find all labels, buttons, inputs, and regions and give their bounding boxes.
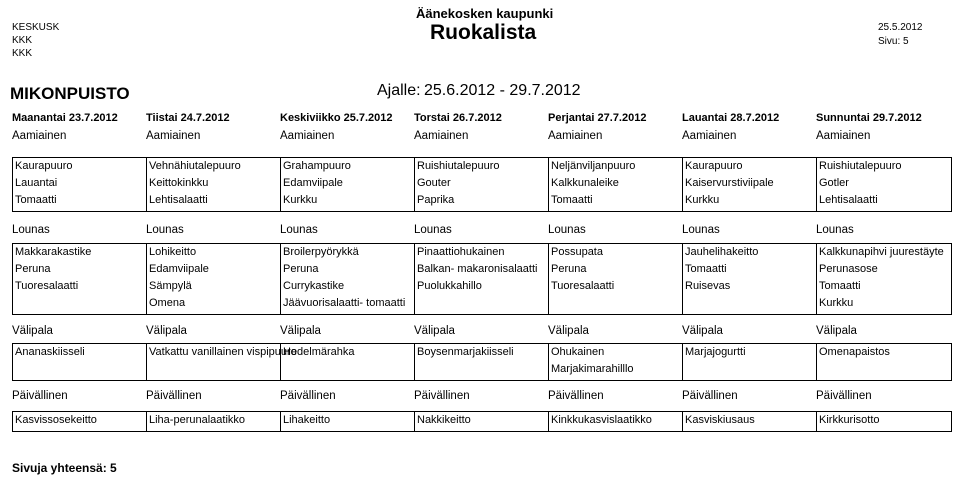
menu-cell: Jauhelihakeitto <box>685 246 759 258</box>
column-divider <box>816 243 817 315</box>
column-divider <box>682 411 683 432</box>
print-date: 25.5.2012 <box>878 22 923 33</box>
meal-label: Lounas <box>816 224 854 236</box>
menu-cell: Kalkkunapihvi juurestäyte <box>819 246 944 258</box>
menu-cell: Ohukainen <box>551 346 605 358</box>
meal-label: Aamiainen <box>146 130 201 142</box>
column-divider <box>280 411 281 432</box>
day-header: Perjantai 27.7.2012 <box>548 112 647 124</box>
menu-cell: Puolukkahillo <box>417 280 482 292</box>
column-divider <box>12 157 13 212</box>
header-left-line-2: KKK <box>12 35 33 46</box>
menu-cell: Currykastike <box>283 280 345 292</box>
day-header: Keskiviikko 25.7.2012 <box>280 112 393 124</box>
menu-cell: Ruishiutalepuuro <box>819 160 902 172</box>
column-divider <box>951 157 952 212</box>
menu-cell: Omenapaistos <box>819 346 890 358</box>
column-divider <box>816 411 817 432</box>
menu-cell <box>818 362 951 377</box>
column-divider <box>414 411 415 432</box>
meal-label: Lounas <box>548 224 586 236</box>
meal-label: Aamiainen <box>548 130 603 142</box>
menu-cell: Liha-perunalaatikko <box>149 414 246 426</box>
column-divider <box>682 157 683 212</box>
column-divider <box>682 243 683 315</box>
menu-cell: Peruna <box>551 263 587 275</box>
menu-cell <box>684 362 816 377</box>
meal-label: Lounas <box>414 224 452 236</box>
menu-cell: Sämpylä <box>149 280 192 292</box>
menu-cell: Peruna <box>283 263 319 275</box>
meal-label: Välipala <box>280 325 321 337</box>
menu-cell: Neljänviljanpuuro <box>551 160 636 172</box>
menu-cell <box>416 296 548 311</box>
menu-cell: Keittokinkku <box>149 177 209 189</box>
column-divider <box>951 411 952 432</box>
menu-cell: Grahampuuro <box>283 160 351 172</box>
meal-label: Lounas <box>146 224 184 236</box>
menu-cell: Kaurapuuro <box>15 160 73 172</box>
header-left-line-1: KESKUSK <box>12 22 60 33</box>
meal-label: Välipala <box>816 325 857 337</box>
day-header: Tiistai 24.7.2012 <box>146 112 230 124</box>
column-divider <box>816 343 817 381</box>
day-header: Sunnuntai 29.7.2012 <box>816 112 922 124</box>
meal-label: Lounas <box>682 224 720 236</box>
page-title: Ruokalista <box>430 21 537 44</box>
column-divider <box>548 411 549 432</box>
menu-cell: Ananaskiisseli <box>15 346 85 358</box>
period-range: 25.6.2012 - 29.7.2012 <box>424 82 581 99</box>
meal-label: Aamiainen <box>414 130 469 142</box>
menu-cell: Lohikeitto <box>149 246 197 258</box>
column-divider <box>12 343 13 381</box>
menu-cell: Makkarakastike <box>15 246 92 258</box>
day-header: Maanantai 23.7.2012 <box>12 112 118 124</box>
column-divider <box>951 343 952 381</box>
meal-label: Päivällinen <box>682 390 738 402</box>
menu-cell: Tomaatti <box>685 263 727 275</box>
menu-cell <box>282 362 414 377</box>
menu-cell: Vatkattu vanillainen vispipuuro <box>149 346 297 358</box>
menu-cell: Peruna <box>15 263 51 275</box>
menu-cell: Tomaatti <box>551 194 593 206</box>
meal-label: Päivällinen <box>280 390 336 402</box>
column-divider <box>816 157 817 212</box>
menu-cell: Omena <box>149 297 186 309</box>
menu-cell: Pinaattiohukainen <box>417 246 505 258</box>
menu-cell: Nakkikeitto <box>417 414 471 426</box>
column-divider <box>548 343 549 381</box>
column-divider <box>682 343 683 381</box>
menu-cell: Gouter <box>417 177 451 189</box>
meal-label: Välipala <box>548 325 589 337</box>
menu-cell: Kurkku <box>283 194 318 206</box>
column-divider <box>146 243 147 315</box>
menu-cell: Marjakimarahilllo <box>551 363 634 375</box>
menu-cell: Kurkku <box>819 297 854 309</box>
column-divider <box>951 243 952 315</box>
column-divider <box>280 157 281 212</box>
column-divider <box>280 243 281 315</box>
meal-label: Lounas <box>12 224 50 236</box>
page-number: Sivu: 5 <box>878 36 909 47</box>
menu-cell: Balkan- makaronisalaatti <box>417 263 538 275</box>
menu-cell: Kaurapuuro <box>685 160 743 172</box>
menu-cell: Paprika <box>417 194 455 206</box>
menu-cell: Kasviskiusaus <box>685 414 755 426</box>
menu-cell: Ruisevas <box>685 280 731 292</box>
menu-cell: Marjajogurtti <box>685 346 746 358</box>
menu-cell: Kinkkukasvislaatikko <box>551 414 652 426</box>
column-divider <box>414 157 415 212</box>
meal-label: Aamiainen <box>12 130 67 142</box>
column-divider <box>12 411 13 432</box>
meal-label: Välipala <box>12 325 53 337</box>
menu-cell: Kurkku <box>685 194 720 206</box>
meal-label: Aamiainen <box>816 130 871 142</box>
column-divider <box>548 243 549 315</box>
menu-cell: Lehtisalaatti <box>149 194 208 206</box>
menu-cell <box>684 296 816 311</box>
menu-cell: Jäävuorisalaatti- tomaatti <box>283 297 406 309</box>
menu-cell: Boysenmarjakiisseli <box>417 346 514 358</box>
menu-cell: Lauantai <box>15 177 58 189</box>
menu-cell: Tuoresalaatti <box>551 280 615 292</box>
day-header: Lauantai 28.7.2012 <box>682 112 780 124</box>
meal-label: Päivällinen <box>414 390 470 402</box>
menu-cell: Broilerpyörykkä <box>283 246 359 258</box>
menu-cell: Tomaatti <box>15 194 57 206</box>
menu-cell: Gotler <box>819 177 849 189</box>
meal-label: Aamiainen <box>280 130 335 142</box>
menu-cell: Kasvissosekeitto <box>15 414 97 426</box>
meal-label: Välipala <box>414 325 455 337</box>
menu-cell: Possupata <box>551 246 603 258</box>
meal-label: Päivällinen <box>146 390 202 402</box>
menu-cell: Kirkkurisotto <box>819 414 880 426</box>
menu-cell: Kaiservurstiviipale <box>685 177 774 189</box>
total-pages: Sivuja yhteensä: 5 <box>12 461 117 475</box>
column-divider <box>146 157 147 212</box>
menu-cell: Lihakeitto <box>283 414 331 426</box>
menu-cell: Tuoresalaatti <box>15 280 79 292</box>
meal-label: Välipala <box>146 325 187 337</box>
day-header: Torstai 26.7.2012 <box>414 112 502 124</box>
meal-label: Välipala <box>682 325 723 337</box>
menu-cell: Lehtisalaatti <box>819 194 878 206</box>
column-divider <box>548 157 549 212</box>
menu-cell: Tomaatti <box>819 280 861 292</box>
menu-cell: Perunasose <box>819 263 878 275</box>
column-divider <box>12 243 13 315</box>
menu-cell <box>148 362 280 377</box>
menu-cell <box>416 362 548 377</box>
school-name: MIKONPUISTO <box>10 84 130 103</box>
meal-label: Lounas <box>280 224 318 236</box>
column-divider <box>414 343 415 381</box>
menu-cell <box>14 362 146 377</box>
menu-cell: Kalkkunaleike <box>551 177 619 189</box>
column-divider <box>146 411 147 432</box>
header-left-line-3: KKK <box>12 48 33 59</box>
menu-cell: Vehnähiutalepuuro <box>149 160 241 172</box>
meal-label: Aamiainen <box>682 130 737 142</box>
menu-cell <box>14 296 146 311</box>
menu-cell: Edamviipale <box>149 263 209 275</box>
organization-name: Äänekosken kaupunki <box>416 6 554 21</box>
menu-cell: Hedelmärahka <box>283 346 355 358</box>
period-label: Ajalle: <box>377 82 421 99</box>
column-divider <box>146 343 147 381</box>
meal-label: Päivällinen <box>12 390 68 402</box>
meal-label: Päivällinen <box>816 390 872 402</box>
menu-cell: Edamviipale <box>283 177 343 189</box>
column-divider <box>414 243 415 315</box>
meal-label: Päivällinen <box>548 390 604 402</box>
menu-cell <box>550 296 682 311</box>
menu-cell: Ruishiutalepuuro <box>417 160 500 172</box>
